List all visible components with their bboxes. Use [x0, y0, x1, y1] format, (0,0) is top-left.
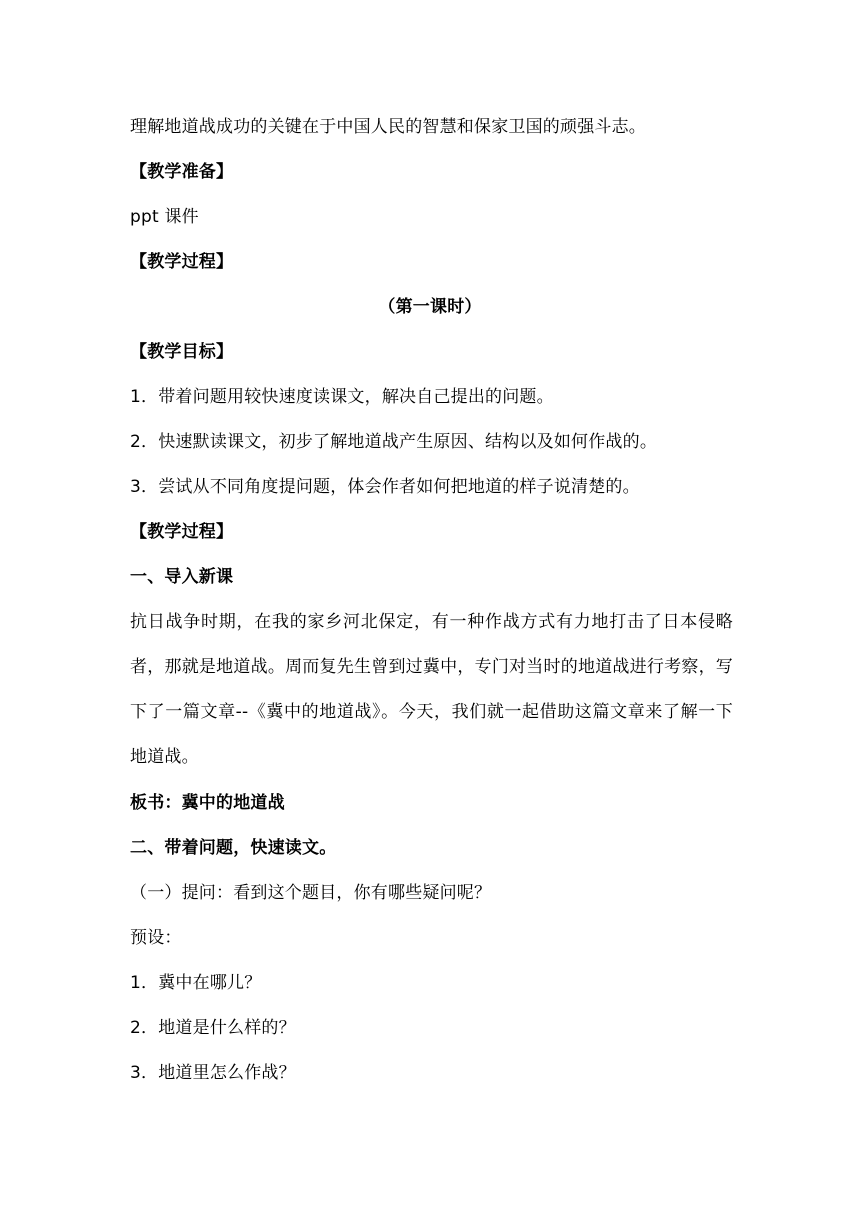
process-heading: 【教学过程】: [130, 252, 234, 272]
period-title: （第一课时）: [378, 297, 482, 317]
intro-goal-text: 理解地道战成功的关键在于中国人民的智慧和保家卫国的顽强斗志。: [130, 117, 646, 137]
blackboard-note: 板书：冀中的地道战: [130, 793, 285, 813]
objective-item: 2．快速默读课文，初步了解地道战产生原因、结构以及如何作战的。: [130, 432, 658, 452]
objective-item: 3．尝试从不同角度提问题，体会作者如何把地道的样子说清楚的。: [130, 477, 640, 497]
question-prompt: （一）提问：看到这个题目，你有哪些疑问呢？: [130, 883, 492, 903]
process-heading: 【教学过程】: [130, 522, 234, 542]
preset-question: 2．地道是什么样的？: [130, 1018, 296, 1038]
objectives-heading: 【教学目标】: [130, 342, 234, 362]
preset-label: 预设：: [130, 928, 182, 948]
preset-question: 3．地道里怎么作战？: [130, 1063, 296, 1083]
objective-item: 1．带着问题用较快速度读课文，解决自己提出的问题。: [130, 387, 554, 407]
prep-heading: 【教学准备】: [130, 162, 234, 182]
preset-question: 1．冀中在哪儿？: [130, 973, 262, 993]
intro-paragraph: 抗日战争时期，在我的家乡河北保定，有一种作战方式有力地打击了日本侵略者，那就是地道战。周而复先生曾到过冀中，专门对当时的地道战进行考察，写下了一篇文章--《冀中的地道战》。今天，我们就一起借助这篇文章来了解一下地道战。: [130, 612, 733, 767]
prep-content: ppt 课件: [130, 207, 199, 227]
section-heading-intro: 一、导入新课: [130, 567, 234, 587]
section-heading-reading: 二、带着问题，快速读文。: [130, 838, 337, 858]
